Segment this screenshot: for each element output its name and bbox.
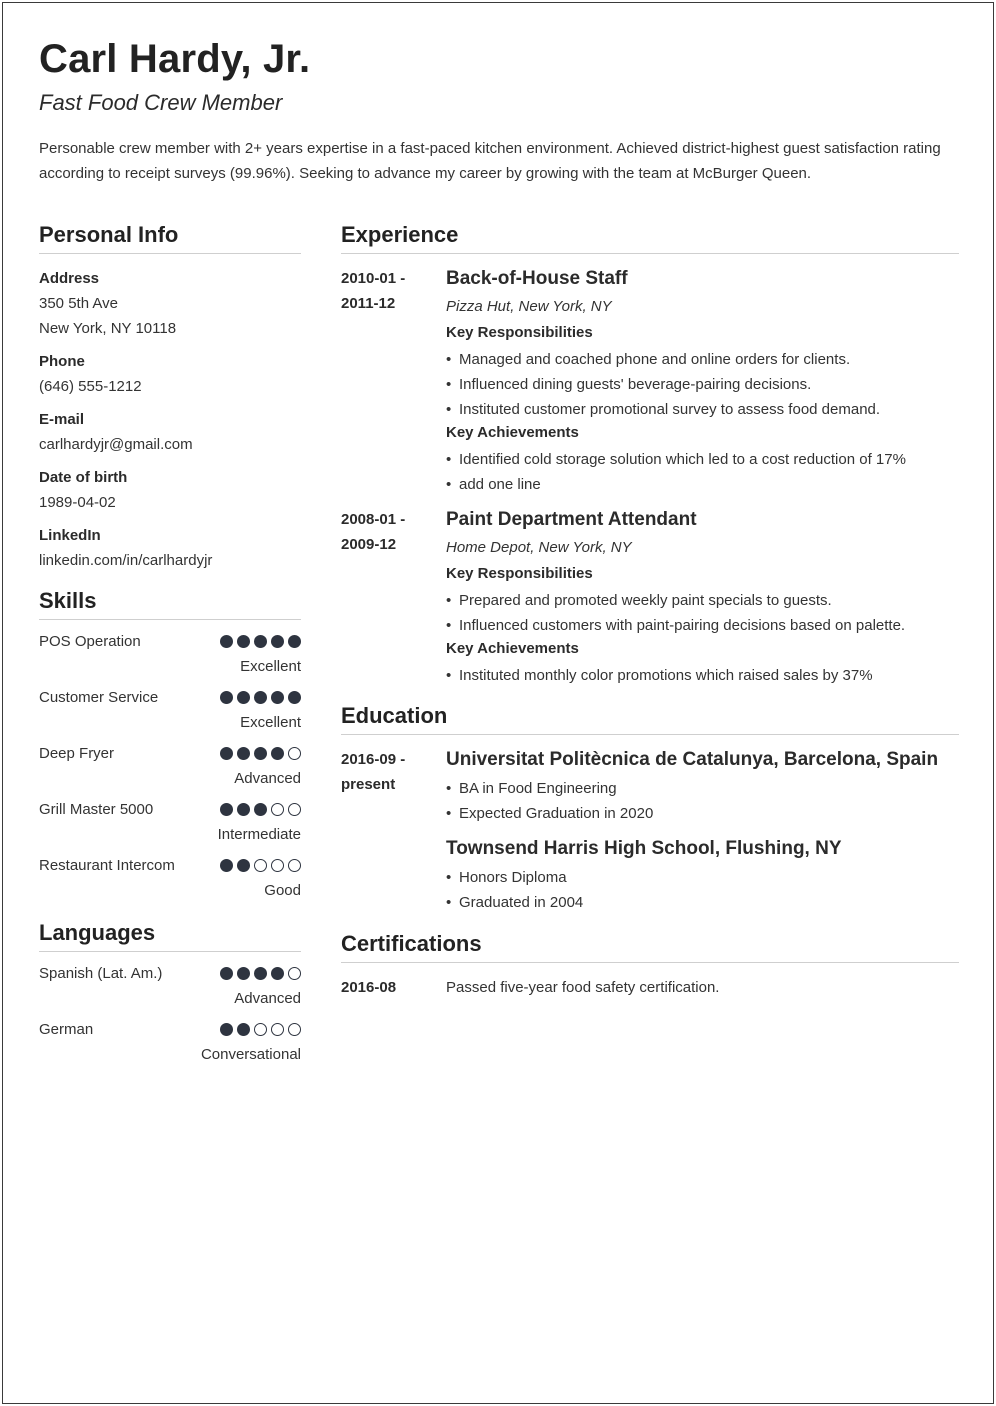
rating-dots [220, 797, 301, 816]
rating-item [39, 853, 301, 903]
filled-dot-icon [237, 1023, 250, 1036]
entry-body [446, 507, 959, 688]
languages-heading: Languages [39, 919, 301, 952]
rating-row [39, 629, 301, 654]
filled-dot-icon [288, 635, 301, 648]
education-heading: Education [341, 702, 959, 735]
experience-entry [341, 266, 959, 497]
summary: Personable crew member with 2+ years expertise in a fast-paced kitchen environment. Achieved district-highest guest satisfaction rating according to receipt surveys (99.96%). Seeking to advance my career by growing with the team at McBurger Queen. [39, 140, 941, 182]
skills-heading: Skills [39, 587, 301, 620]
empty-dot-icon [288, 859, 301, 872]
skills-list [39, 629, 301, 903]
rating-dots [220, 853, 301, 872]
job-title: Fast Food Crew Member [39, 90, 283, 115]
filled-dot-icon [254, 803, 267, 816]
filled-dot-icon [237, 859, 250, 872]
filled-dot-icon [271, 747, 284, 760]
rating-name: POS Operation [39, 633, 141, 650]
address-label: Address [39, 270, 100, 287]
filled-dot-icon [288, 691, 301, 704]
dob-label: Date of birth [39, 469, 128, 486]
rating-name: Restaurant Intercom [39, 857, 175, 874]
bullet-item: • Influenced dining guests' beverage-pairing decisions. [446, 372, 959, 397]
email-block [39, 407, 301, 457]
rating-item [39, 629, 301, 679]
rating-item [39, 685, 301, 735]
rating-level: Excellent [240, 658, 301, 675]
entry-company: Pizza Hut, New York, NY [446, 298, 612, 315]
bullet-item: • Honors Diploma [446, 865, 959, 890]
bullet-item: • Expected Graduation in 2020 [446, 801, 959, 826]
address-line1: 350 5th Ave [39, 295, 118, 312]
email-label: E-mail [39, 411, 85, 428]
filled-dot-icon [237, 747, 250, 760]
rating-level: Good [264, 882, 301, 899]
bullet-item: • Instituted customer promotional survey to assess food demand. [446, 397, 959, 422]
bullet-item: • Identified cold storage solution which led to a cost reduction of 17% [446, 447, 959, 472]
bullet-list [446, 347, 959, 422]
linkedin-label: LinkedIn [39, 527, 101, 544]
phone-block [39, 349, 301, 399]
school-name: Universitat Politècnica de Catalunya, Barcelona, Spain [446, 749, 939, 770]
filled-dot-icon [271, 635, 284, 648]
filled-dot-icon [220, 1023, 233, 1036]
entry-company: Home Depot, New York, NY [446, 539, 632, 556]
rating-item [39, 961, 301, 1011]
filled-dot-icon [254, 967, 267, 980]
rating-item [39, 797, 301, 847]
experience-entry [341, 507, 959, 688]
rating-row [39, 741, 301, 766]
filled-dot-icon [220, 747, 233, 760]
bullet-item: • Managed and coached phone and online orders for clients. [446, 347, 959, 372]
rating-level: Conversational [200, 1046, 301, 1063]
experience-heading: Experience [341, 221, 959, 254]
entry-body [446, 266, 959, 497]
email-value: carlhardyjr@gmail.com [39, 436, 193, 453]
linkedin-value: linkedin.com/in/carlhardyjr [39, 552, 213, 569]
rating-row [39, 853, 301, 878]
languages-list [39, 961, 301, 1067]
rating-row [39, 685, 301, 710]
entry-date: 2008-01 - 2009-12 [341, 511, 406, 553]
empty-dot-icon [288, 747, 301, 760]
school [446, 747, 959, 826]
school-name: Townsend Harris High School, Flushing, NY [446, 838, 842, 859]
right-column [341, 221, 959, 1000]
filled-dot-icon [220, 859, 233, 872]
dob-value: 1989-04-02 [39, 494, 116, 511]
personal-info-heading: Personal Info [39, 221, 301, 254]
experience-list [341, 266, 959, 688]
entry-title: Back-of-House Staff [446, 268, 628, 289]
rating-level: Advanced [234, 770, 301, 787]
rating-level: Excellent [240, 714, 301, 731]
address-block [39, 266, 301, 341]
empty-dot-icon [288, 967, 301, 980]
address-line2: New York, NY 10118 [39, 320, 177, 337]
bullet-list [446, 865, 959, 915]
phone-label: Phone [39, 353, 85, 370]
rating-item [39, 741, 301, 791]
filled-dot-icon [271, 967, 284, 980]
certification-date: 2016-08 [341, 979, 397, 996]
education-body [446, 747, 959, 915]
certification-text: Passed five-year food safety certification. [446, 979, 720, 996]
dob-block [39, 465, 301, 515]
left-column [39, 221, 301, 1073]
bullet-item: • BA in Food Engineering [446, 776, 959, 801]
entry-title: Paint Department Attendant [446, 509, 697, 530]
rating-dots [220, 961, 301, 980]
filled-dot-icon [220, 635, 233, 648]
achievements-label: Key Achievements [446, 424, 579, 441]
filled-dot-icon [254, 691, 267, 704]
phone-value: (646) 555-1212 [39, 378, 142, 395]
bullet-item: • Graduated in 2004 [446, 890, 959, 915]
filled-dot-icon [237, 635, 250, 648]
bullet-item: • Prepared and promoted weekly paint specials to guests. [446, 588, 959, 613]
empty-dot-icon [254, 859, 267, 872]
certification-entry [341, 975, 959, 1000]
bullet-list [446, 776, 959, 826]
rating-name: Deep Fryer [39, 745, 115, 762]
rating-row [39, 1017, 301, 1042]
empty-dot-icon [271, 1023, 284, 1036]
empty-dot-icon [288, 1023, 301, 1036]
rating-row [39, 797, 301, 822]
resume-page [2, 2, 994, 1404]
filled-dot-icon [254, 635, 267, 648]
filled-dot-icon [237, 967, 250, 980]
entry-date: 2010-01 - 2011-12 [341, 270, 406, 312]
empty-dot-icon [288, 803, 301, 816]
responsibilities-label: Key Responsibilities [446, 324, 593, 341]
candidate-name: Carl Hardy, Jr. [39, 37, 311, 81]
bullet-list [446, 588, 959, 638]
rating-name: Customer Service [39, 689, 159, 706]
empty-dot-icon [271, 859, 284, 872]
rating-level: Advanced [234, 990, 301, 1007]
rating-dots [220, 1017, 301, 1036]
education-date: 2016-09 - present [341, 751, 406, 793]
achievements-label: Key Achievements [446, 640, 579, 657]
filled-dot-icon [220, 803, 233, 816]
rating-name: Grill Master 5000 [39, 801, 154, 818]
filled-dot-icon [271, 691, 284, 704]
bullet-item: • add one line [446, 472, 959, 497]
certifications-list [341, 975, 959, 1000]
filled-dot-icon [220, 967, 233, 980]
rating-name: German [39, 1021, 94, 1038]
education-entry [341, 747, 959, 915]
rating-item [39, 1017, 301, 1067]
filled-dot-icon [237, 803, 250, 816]
certifications-heading: Certifications [341, 930, 959, 963]
rating-name: Spanish (Lat. Am.) [39, 965, 163, 982]
rating-dots [220, 629, 301, 648]
bullet-list [446, 447, 959, 497]
bullet-list [446, 663, 959, 688]
linkedin-block [39, 523, 301, 573]
rating-level: Intermediate [217, 826, 301, 843]
rating-dots [220, 685, 301, 704]
responsibilities-label: Key Responsibilities [446, 565, 593, 582]
empty-dot-icon [271, 803, 284, 816]
bullet-item: • Influenced customers with paint-pairing decisions based on palette. [446, 613, 959, 638]
filled-dot-icon [237, 691, 250, 704]
rating-dots [220, 741, 301, 760]
school [446, 836, 959, 915]
bullet-item: • Instituted monthly color promotions which raised sales by 37% [446, 663, 959, 688]
filled-dot-icon [220, 691, 233, 704]
empty-dot-icon [254, 1023, 267, 1036]
filled-dot-icon [254, 747, 267, 760]
rating-row [39, 961, 301, 986]
